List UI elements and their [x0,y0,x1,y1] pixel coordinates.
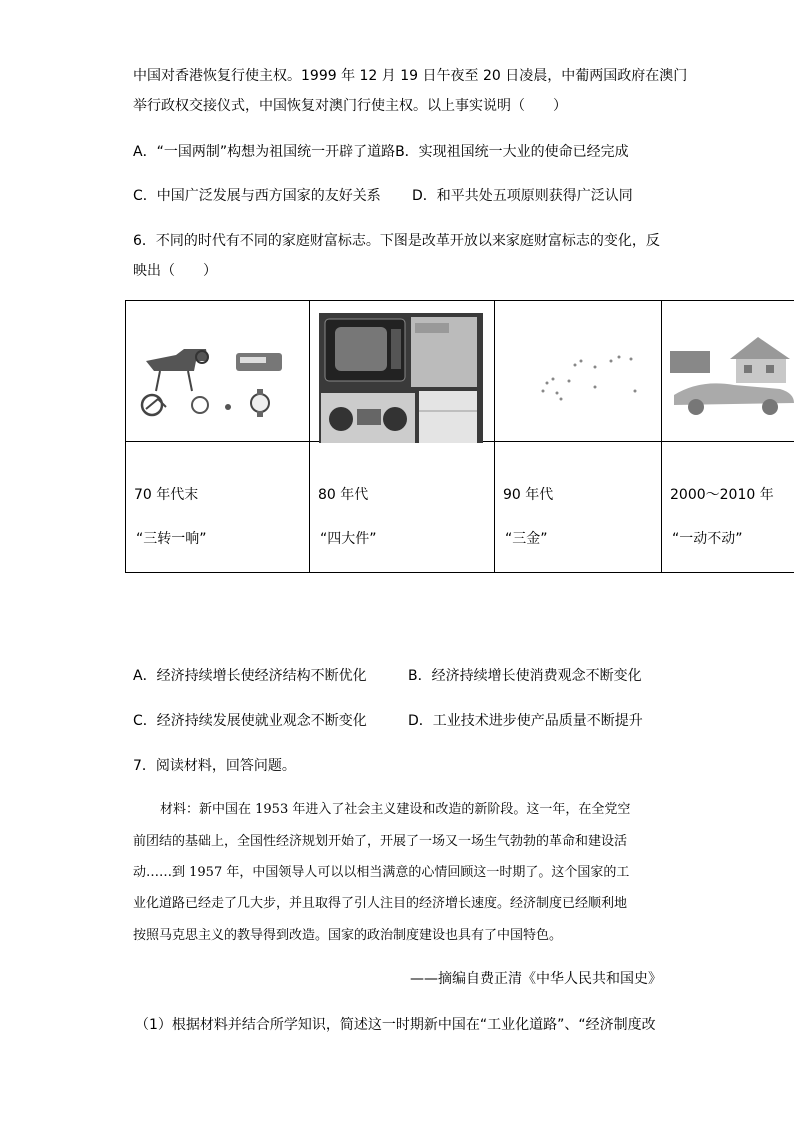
material-line-5: 按照马克思主义的教导得到改造。国家的政治制度建设也具有了中国特色。 [133,928,563,943]
q6-option-d: D．工业技术进步使产品质量不断提升 [408,713,643,729]
wealth-symbol-label: “三转一响” [136,531,207,547]
intro-line-2: 举行政权交接仪式，中国恢复对澳门行使主权。以上事实说明（ ） [133,98,567,114]
house-car-image [670,331,794,421]
text-cell-1980s [310,442,495,573]
material-source: ——摘编自费正清《中华人民共和国史》 [410,971,662,987]
q6-option-c: C．经济持续发展使就业观念不断变化 [133,713,367,729]
era-label: 90 年代 [503,487,554,503]
wealth-symbol-label: “三金” [505,531,548,547]
text-cell-1990s [495,442,662,573]
image-cell-1980s [310,301,495,442]
q6-option-a: A．经济持续增长使经济结构不断优化 [133,668,367,684]
era-label: 70 年代末 [134,487,199,503]
q5-option-d: D．和平共处五项原则获得广泛认同 [412,188,633,204]
wealth-symbol-label: “四大件” [320,531,377,547]
era-label: 2000～2010 年 [670,487,774,503]
intro-line-1: 中国对香港恢复行使主权。1999 年 12 月 19 日午夜至 20 日凌晨，中葡两国政府在澳门 [133,68,688,84]
tv-washer-fridge-cassette-image [319,313,483,443]
q7-sub-question-1: （1）根据材料并结合所学知识，简述这一时期新中国在“工业化道路”、“经济制度改 [135,1017,656,1033]
image-cell-1970s [126,301,310,442]
material-line-3: 动……到 1957 年，中国领导人可以以相当满意的心情回顾这一时期了。这个国家的工 [133,865,630,880]
wealth-symbol-label: “一动不动” [672,531,743,547]
q5-option-c: C．中国广泛发展与西方国家的友好关系 [133,188,381,204]
gold-jewelry-image [535,353,645,413]
era-label: 80 年代 [318,487,369,503]
q6-option-b: B．经济持续增长使消费观念不断变化 [408,668,642,684]
material-line-2: 前团结的基础上，全国性经济规划开始了，开展了一场又一场生气勃勃的革命和建设活 [133,834,628,849]
image-cell-1990s [495,301,662,442]
material-line-4: 业化道路已经走了几大步，并且取得了引人注目的经济增长速度。经济制度已经顺利地 [133,896,628,911]
image-cell-2000s [662,301,794,442]
material-line-1: 材料：新中国在 1953 年进入了社会主义建设和改造的新阶段。这一年，在全党空 [160,802,631,817]
q5-option-row-ab: A．“一国两制”构想为祖国统一开辟了道路B．实现祖国统一大业的使命已经完成 [133,144,629,160]
text-cell-1970s [126,442,310,573]
q6-stem-line-1: 6．不同的时代有不同的家庭财富标志。下图是改革开放以来家庭财富标志的变化，反 [133,233,660,249]
wealth-symbol-table [125,300,794,573]
q6-stem-line-2: 映出（ ） [133,263,217,279]
q7-stem: 7．阅读材料，回答问题。 [133,758,296,774]
text-cell-2000s [662,442,794,573]
sewing-machine-bicycle-watch-radio-image [136,339,296,421]
